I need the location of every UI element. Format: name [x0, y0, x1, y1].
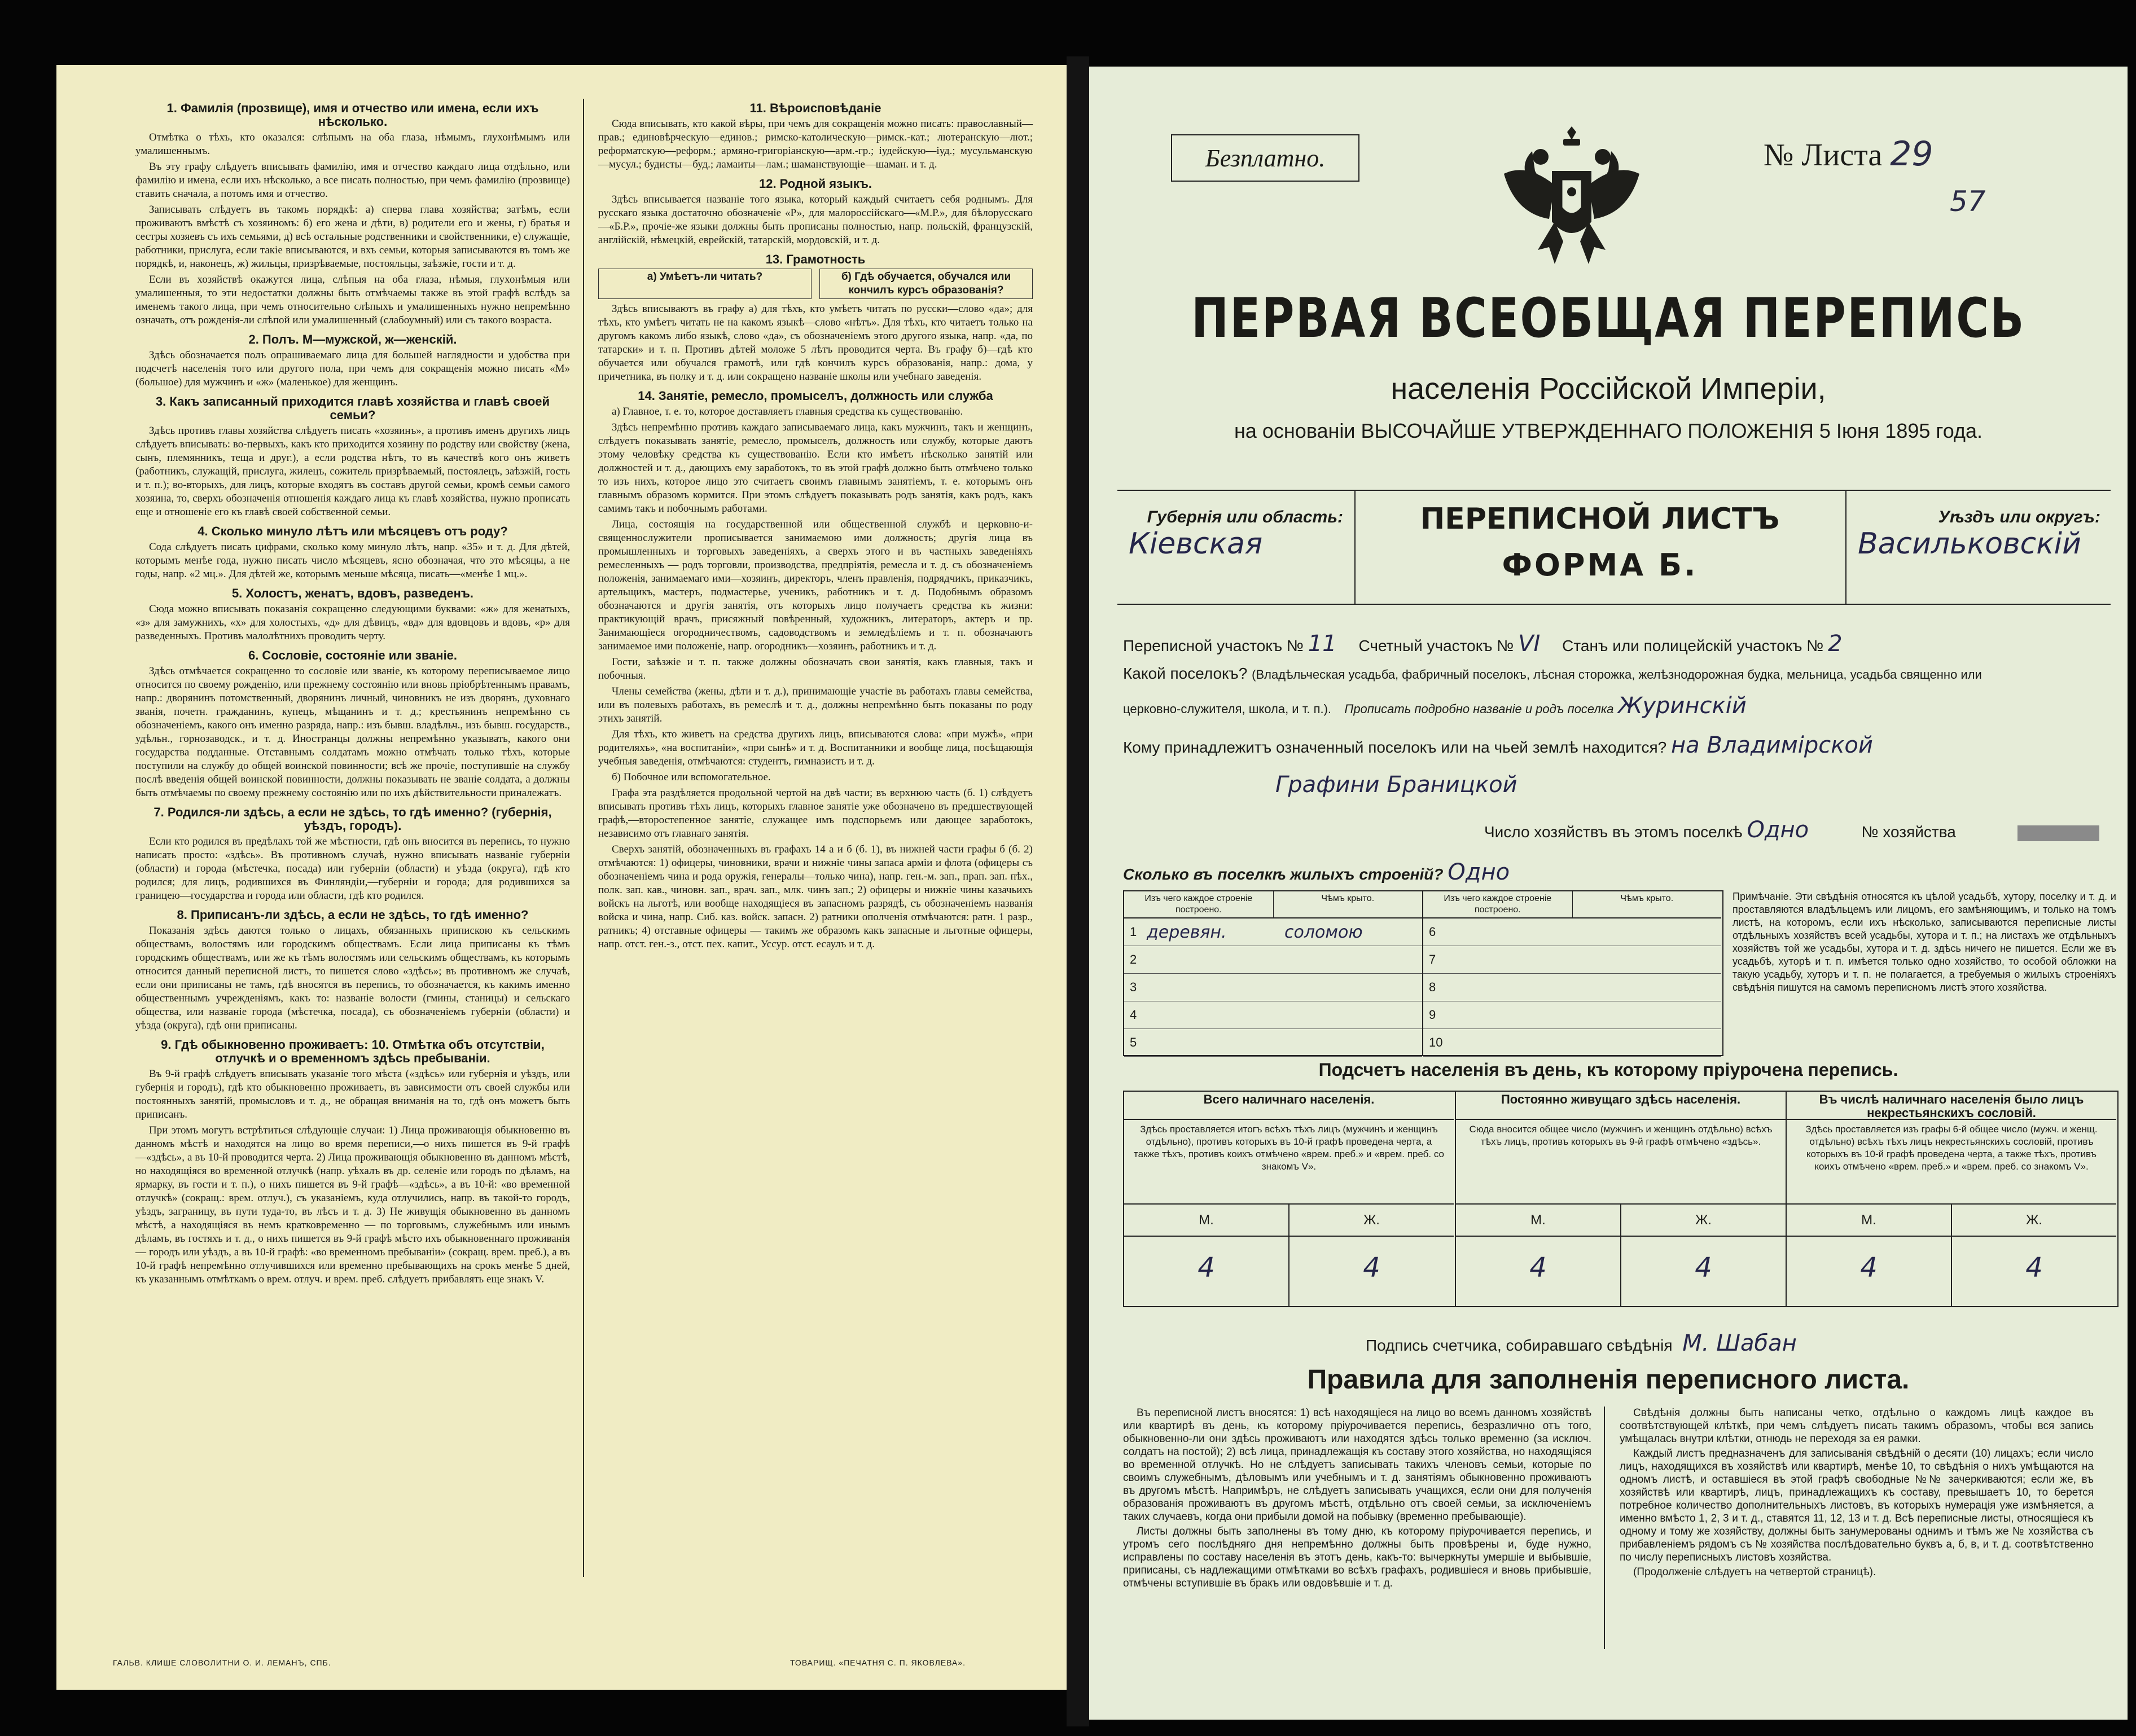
- rules-title: Правила для заполненія переписного листа.: [1307, 1365, 1910, 1395]
- enumerator-signature: [1366, 1330, 1797, 1356]
- section-paragraph: Здѣсь вписываютъ въ графу а) для тѣхъ, кто умѣетъ читать по русски—слово «да»; для тѣхъ, кто умѣетъ читать не на какомъ языкѣ—слово «нѣтъ». Для тѣхъ, кто читаетъ только на другомъ какомъ либо языкѣ, слово «да», съ обозначеніемъ этого другого языка, напр. «да, по татарски» и т. п. Противъ дѣтей моложе 5 лѣтъ проводится черта. Въ графу б)—гдѣ кто обучается или обучался грамотѣ, или гдѣ кончилъ курсъ образованія, напр.: дома, у причетника, въ полку и т. д. или сокращено названіе школы или учебнаго заведенія.: [598, 303, 1033, 383]
- column-divider: [583, 99, 584, 1577]
- settlement-description-2: церковно-служителя, школа, и т. п.).: [1123, 702, 1332, 716]
- subhead-item: б) Гдѣ обучается, обучался или кончилъ курсъ образованія?: [819, 269, 1033, 299]
- buildings-table-header-2: [1423, 891, 1721, 918]
- settlement-description: (Владѣльческая усадьба, фабричный поселокъ, лѣсная сторожка, желѣзнодорожная будка, мельница, усадьба священно или: [1252, 667, 1982, 682]
- section-paragraph: Если кто родился въ предѣлахъ той же мѣстности, гдѣ онъ вносится въ перепись, то нужно написать просто: «здѣсь». Въ противномъ случаѣ, нужно вписывать названіе губерніи (области) и города (мѣстечка, посада) или губерніи (области) и уѣзда (округа), гдѣ кто родился; для лицъ, родившихся въ Финляндіи,—губерніи и города; для родившихся за границею—государства и города или области, гдѣ кто родился.: [135, 836, 570, 902]
- section-title: 13. Грамотность: [765, 252, 866, 266]
- count-column-description: Здѣсь проставляется изъ графы 6-й общее число (мужч. и женщ. отдѣльно) всѣхъ тѣхъ лицъ некрестьянскихъ сословій, противъ которыхъ въ 10-й графѣ проведена черта, а также тѣхъ, противъ коихъ отмѣчено «врем. преб.» и «врем. преб. со знакомъ V».: [1787, 1120, 2116, 1205]
- count-column-header: Всего наличнаго населенія.: [1124, 1092, 1454, 1120]
- buildings-label: Сколько въ поселкѣ жилыхъ строеній?: [1123, 865, 1444, 883]
- rule-paragraph: Листы должны быть заполнены въ тому дню, къ которому пріурочивается перепись, и утромъ сего послѣдняго дня непремѣнно должны быть провѣрены и, буде нужно, исправлены по составу населенія въ этотъ день, какъ-то: вычеркнуты умершіе и выбывшіе, приписаны, съ надлежащими отмѣтками во всѣхъ графахъ, родившіеся и вновь прибывшіе, отмѣчены вступившіе въ бракъ или овдовѣвшіе и т. д.: [1123, 1526, 1591, 1589]
- section-paragraph: Записывать слѣдуетъ въ такомъ порядкѣ: а) сперва глава хозяйства; затѣмъ, если проживаютъ вмѣстѣ съ хозяиномъ: б) его жена и дѣти, в) родители его и жены, г) братья и сестры хозяевъ съ ихъ семьями, д) всѣ остальные родственники и свойственники, е) служащіе, работники, прислуга, если такіе вписываются, и вхъ семьи, которыя записываются въ томъ же порядкѣ, и, наконецъ, ж) жильцы, призрѣваемые, постояльцы, заѣзжіе, гости и т. д.: [135, 204, 570, 270]
- building-number: 6: [1429, 925, 1436, 939]
- section-paragraph: Здѣсь непремѣнно противъ каждаго записываемаго лица, какъ мужчинъ, такъ и женщинъ, слѣдуетъ показывать занятіе, ремесло, промыселъ, должность или службу, которые даютъ этому человѣку средства къ существованію. Если кто имѣетъ нѣсколько занятій или должностей и т. д., дающихъ ему заработокъ, то въ этой графѣ должно быть отмѣчено только то изъ нихъ, которое лицо это считаетъ своимъ главнымъ занятіемъ, т. е. которымъ онъ главнымъ образомъ кормится. При этомъ слѣдуетъ показывать родъ занятія, какъ родъ, какъ самимъ такъ и побочнымъ работами.: [598, 421, 1033, 515]
- instructions-column-left: [135, 96, 570, 1289]
- section-paragraph: Сверхъ занятій, обозначенныхъ въ графахъ 14 а и б (б. 1), въ нижней части графы б (б. 2) отмѣчаются: 1) офицеры, чиновники, врачи и нижніе чины запаса арміи и флота (офицеры съ обозначеніемъ чина и рода оружія, генералы—только чина), напр. ген.-м. зап., прап. зап. пѣх., полк. зап. кав., чиновн. зап., врач. зап., млк. чинъ зап.; 2) офицеры и нижніе чины казачьихъ войскъ на льготѣ, или вообще находящіеся въ запасномъ разрядѣ, съ обозначеніемъ названія войска и чина, напр. Сиб. каз. войск. запасн. 2) ратники ополченія отмѣчаются: ратн. 1 разр., ратникъ; 4) отставные офицеры — такимъ же образомъ какъ запасные и льготные офицеры, напр. отст. ген.-з., отст. пех. капит., Уссур. отст. есаулъ и т. д.: [598, 843, 1033, 950]
- settlement-description-3: Прописать подробно названіе и родъ поселка: [1344, 702, 1614, 716]
- section-title: 11. Вѣроисповѣданіе: [749, 101, 881, 115]
- sheet-number: [1764, 134, 1933, 174]
- district-cell: [1845, 491, 2112, 604]
- sheet-number-label: № Листа: [1764, 138, 1883, 173]
- building-row: [1423, 918, 1721, 946]
- section-title: 9. Гдѣ обыкновенно проживаетъ: 10. Отмѣтка объ отсутствіи, отлучкѣ и о временномъ здѣсь пребываніи.: [161, 1038, 545, 1065]
- building-row: [1124, 946, 1422, 974]
- section-paragraph: Здѣсь обозначается полъ опрашиваемаго лица для большей наглядности и удобства при подсчетѣ населенія того или другого пола, при чемъ для сокращенія можно писать «М» (большое) для мужчинъ и «ж» (маленькое) для женщинъ.: [135, 349, 570, 388]
- count-column: [1786, 1092, 2116, 1306]
- male-label: М.: [1787, 1205, 1952, 1236]
- section-paragraph: Показанія здѣсь даются только о лицахъ, обязанныхъ припискою къ сельскимъ обществамъ, волостямъ или городскимъ обществамъ. Если лица приписаны къ тѣмъ городскимъ обществамъ, или же къ тѣмъ волостямъ или сельскимъ обществамъ, къ которымъ относится данный переписной листъ, то пишется слово «здѣсь»; въ противномъ же случаѣ, если они приписаны не тамъ, гдѣ вносятся въ перепись, то обозначается, къ какимъ именно общественнымъ учрежденіямъ, какъ то: названіе волости (гмины, станицы) и сельскаго общества, или названіе города (мѣстечка, посада), съ обозначеніемъ губерніи (области) и уѣзда (округа), гдѣ они приписаны.: [135, 925, 570, 1031]
- gender-header-row: [1456, 1205, 1786, 1237]
- gender-header-row: [1787, 1205, 2116, 1237]
- settlement-line: [1123, 665, 2105, 683]
- male-count: 4: [1124, 1237, 1290, 1306]
- section-subheads: [598, 269, 1033, 299]
- buildings-table-right: [1423, 891, 1721, 1055]
- rule-paragraph: Въ переписной листъ вносятся: 1) всѣ находящіеся на лицо во всемъ данномъ хозяйствѣ или квартирѣ въ день, къ которому пріурочивается перепись, безразлично отъ того, обыкновенно-ли они здѣсь проживаютъ или находятся здѣсь только временно (за исключ. солдатъ на постой); 2) всѣ лица, принадлежащія къ составу этого хозяйства, но находящіяся во временной отлучкѣ. Но не слѣдуетъ записывать такихъ членовъ семьи, которые по своимъ служебнымъ, дѣловымъ или учебнымъ и т. д. занятіямъ обыкновенно проживаютъ въ другомъ мѣстѣ. Напримѣръ, не слѣдуетъ записывать учащихся, если они для полученія образованія проживаютъ въ другомъ мѣстѣ, отдѣльно отъ своей семьи, за исключеніемъ таких случаевъ, когда они прибыли домой на побывку (временно пребывающіе).: [1123, 1407, 1591, 1523]
- buildings-table-header: [1124, 891, 1422, 918]
- counting-area-label: Счетный участокъ №: [1358, 637, 1514, 654]
- section-paragraph: При этомъ могутъ встрѣтиться слѣдующіе случаи: 1) Лица проживающія обыкновенно въ данномъ мѣстѣ и находятся на лицо во время переписи,—о нихъ пишется въ 9-й графѣ—«здѣсь», а въ 10-й проводится черта. 2) Лица проживающія обыкновенно въ данномъ мѣстѣ, но находящіяся во временной отлучкѣ (напр. уѣхалъ въ др. селеніе или городъ по дѣламъ, на ярмарку, въ гости и т. п.), о нихъ пишется въ 9-й графѣ—«здѣсь», а въ 10-й: «во временной отлучкѣ» (сокращ.: врем. отлуч.), съ указаніемъ, куда отлучились, напр. въ такой-то городъ, уѣздъ, заграницу, въ пути туда-то, въ лѣсъ и т. д. 3) Не живущія обыкновенно въ данномъ мѣстѣ, а находящіяся въ немъ кратковременно — по торговымъ, служебнымъ или инымъ дѣламъ, въ гостяхъ и т. д., о нихъ пишется въ 9-й графѣ мѣсто ихъ обыкновеннаго проживанія — городъ или уѣздъ, а въ 10-й графѣ: «во временномъ пребываніи» (сокращ. врем. преб.), а въ 10-й графѣ непремѣнно отлучившихся или временно пребывающихъ на срокъ менѣе 5 дней, къ указаннымъ отмѣткамъ о врем. отлуч. и врем. преб. слѣдуетъ прибавлять еще знакъ V.: [135, 1124, 570, 1285]
- female-count: 4: [1363, 1252, 1380, 1284]
- male-count: 4: [1456, 1237, 1621, 1306]
- building-number: 4: [1130, 1008, 1137, 1022]
- areas-line: [1123, 631, 2105, 657]
- female-label: Ж.: [2026, 1212, 2042, 1228]
- building-row: [1124, 918, 1422, 946]
- section-paragraph: Сода слѣдуетъ писать цифрами, сколько кому минуло лѣтъ, напр. «35» и т. д. Для дѣтей, которымъ менѣе года, нужно писать число мѣсяцевъ, ясно обозначая, что это мѣсяцы, а не годы, напр. «2 мц.». Для дѣтей же, которымъ меньше мѣсяца, писать—«менѣе 1 мц.».: [135, 541, 570, 580]
- count-column-description: Здѣсь проставляется итогъ всѣхъ тѣхъ лицъ (мужчинъ и женщинъ отдѣльно), противъ которыхъ въ 10-й графѣ проведена черта, а также тѣхъ, противъ коихъ отмѣчено «врем. преб.» и «врем. преб. со знакомъ V».: [1124, 1120, 1454, 1205]
- rule-paragraph: Свѣдѣнія должны быть написаны четко, отдѣльно о каждомъ лицѣ каждое въ соотвѣтствующей клѣткѣ, при чемъ слѣдуетъ писать такимъ образомъ, чтобы вся запись умѣщалась внутри клѣтки, отнюдь не переходя за ея рамки.: [1620, 1407, 2094, 1445]
- census-form-page: [1089, 67, 2128, 1720]
- building-row: [1423, 946, 1721, 974]
- double-headed-eagle-emblem-icon: [1493, 117, 1651, 270]
- settlement-label: Какой поселокъ?: [1123, 665, 1248, 682]
- subhead-item: а) Умѣетъ-ли читать?: [598, 269, 812, 299]
- section-title: 4. Сколько минуло лѣтъ или мѣсяцевъ отъ роду?: [198, 524, 508, 538]
- rule-paragraph: Каждый листъ предназначенъ для записыванія свѣдѣній о десяти (10) лицахъ; если число лицъ, находящихся въ хозяйствѣ или квартирѣ, менѣе 10, то свѣдѣнія о нихъ умѣщаются на одномъ листѣ, и оставшіеся въ этой графѣ свободные №№ зачеркиваются; если же, въ хозяйствѣ или квартирѣ, лицъ, принадлежащихъ къ составу, превышаетъ 10, то берется потребное количество дополнительныхъ листовъ, въ которыхъ нумерація уже измѣняется, а именно вмѣсто 1, 2, 3 и т. д., ставятся 11, 12, 13 и т. д. Всѣ переписные листы, относящіеся къ одному и тому же хозяйству, должны быть занумерованы однимъ и тѣмъ же № хозяйства съ прибавленіемъ рядомъ съ № хозяйства послѣдовательно буквъ а, б, в, и т. д. соотвѣтственно по числу переписныхъ листовъ хозяйства.: [1620, 1448, 2094, 1563]
- section-paragraph: Для тѣхъ, кто живетъ на средства другихъ лицъ, вписываются слова: «при мужѣ», «при родителяхъ», «на воспитаніи», «при сынѣ» и т. д. Воспитанники и вообще лица, посѣщающія учебныя заведенія, отмѣчаются: студентъ, гимназистъ и т. д.: [598, 728, 1033, 767]
- owner-label: Кому принадлежитъ означенный поселокъ или на чьей землѣ находится?: [1123, 739, 1667, 756]
- census-title: ПЕРВАЯ ВСЕОБЩАЯ ПЕРЕПИСЬ: [1191, 287, 2025, 350]
- form-header-box: [1117, 490, 2111, 605]
- sheet-number-secondary: 57: [1950, 185, 1986, 218]
- form-title-cell: [1354, 491, 1845, 604]
- material-header: Изъ чего каждое строеніе построено.: [1124, 891, 1274, 917]
- section-title: 3. Какъ записанный приходится главѣ хозяйства и главѣ своей семьи?: [155, 394, 550, 422]
- building-material: деревян.: [1147, 922, 1227, 942]
- section-paragraph: Лица, состоящія на государственной или общественной службѣ и церковно-и-священнослужители прописывается занимаемою ими должность; другія лица въ промышленныхъ и торговыхъ заведеніяхъ, а сверхъ этого и въ частныхъ заведеніяхъ ремесленныхъ — родъ торговли, производства, предпріятія, ремесла и т. д. съ обозначеніемъ положенія, занимаемаго ими—хозяинъ, директоръ, членъ правленія, подрядчикъ, приказчикъ, артельщикъ, мастеръ, подмастерье, ученикъ, работникъ и т. д. Подобнымъ образомъ обозначаются и другія занятія, отъ которыхъ лицо получаетъ средства къ жизни: практикующій врачъ, присяжный повѣренный, художникъ, литераторъ, актеръ и пр. Занимающіеся огородничествомъ, садоводствомъ и земледѣліемъ и т. п. обозначаютъ занимаемое ими положеніе, напр. огородникъ—хозяинъ, работникъ и т. д.: [598, 518, 1033, 652]
- section-paragraph: Отмѣтка о тѣхъ, кто оказался: слѣпымъ на оба глаза, нѣмымъ, глухонѣмымъ или умалишеннымъ.: [135, 131, 570, 157]
- section-paragraph: Здѣсь противъ главы хозяйства слѣдуетъ писать «хозяинъ», а противъ именъ другихъ лицъ слѣдуетъ вписывать: во-первыхъ, какъ кто приходится хозяину по родству или свойству (жена, сынъ, племянникъ, теща и друг.), а если родства нѣтъ, то въ качествѣ кого онъ живетъ (работникъ, служащій, прислуга, жилецъ, сожитель призрѣваемый, постоялецъ, заѣзжій, гость и т. п.); во-вторыхъ, для лицъ, которые входятъ въ составъ другой семьи, кромѣ семьи самого хозяина, то, сверхъ обозначенія отношенія каждаго лица къ главѣ хозяйства, нужно прописать еще и отношеніе его къ главѣ своей собственной семьи.: [135, 425, 570, 518]
- instructions-column-right: [598, 96, 1033, 953]
- building-row: [1124, 1029, 1422, 1057]
- count-column-description: Сюда вносится общее число (мужчинъ и женщинъ отдѣльно) всѣхъ тѣхъ лицъ, противъ которыхъ въ 9-й графѣ отмѣчено «здѣсь».: [1456, 1120, 1786, 1205]
- building-number: 3: [1130, 980, 1137, 994]
- census-area-value: 11: [1308, 631, 1337, 657]
- female-label: Ж.: [1695, 1212, 1712, 1228]
- section-paragraph: Въ эту графу слѣдуетъ вписывать фамилію, имя и отчество каждаго лица отдѣльно, или фамилію и имена, если ихъ нѣсколько, а все писать полностью, при чемъ фамилію (прозвище) ставить сначала, а потомъ имя и отчество.: [135, 161, 570, 200]
- section-paragraph: а) Главное, т. е. то, которое доставляетъ главныя средства къ существованію.: [612, 406, 963, 417]
- section-paragraph: Сюда вписывать, кто какой вѣры, при чемъ для сокращенія можно писать: православный—прав.; единовѣрческую—единов.; римско-католическую—римск.-кат.; лютеранскую—лют.; реформатскую—реформ.; армяно-григоріанскую—арм.-гр.; іудейскую—іуд.; мусульманскую—мусул.; будисты—буд.; ламаиты—лам.; шаманствующіе—шаман. и т. д.: [598, 118, 1033, 170]
- census-area-label: Переписной участокъ №: [1123, 637, 1304, 654]
- building-roof: соломою: [1284, 922, 1363, 942]
- male-count: 4: [1787, 1237, 1952, 1306]
- female-label: Ж.: [1363, 1212, 1380, 1228]
- roof-header: Чѣмъ крыто.: [1321, 894, 1375, 903]
- census-subtitle: населенія Россійской Имперіи,: [1391, 372, 1826, 406]
- building-row: [1124, 1001, 1422, 1029]
- count-column-header: Въ числѣ наличнаго населенія было лицъ некрестьянскихъ сословій.: [1787, 1092, 2116, 1120]
- roof-header-2: Чѣмъ крыто.: [1620, 894, 1674, 903]
- left-page: [56, 65, 1067, 1690]
- rules-column-right: [1620, 1407, 2094, 1580]
- section-title: 14. Занятіе, ремесло, промыселъ, должность или служба: [638, 389, 993, 403]
- count-values-row: [1787, 1237, 2116, 1306]
- signature-value: М. Шабан: [1682, 1330, 1797, 1356]
- buildings-line: [1123, 859, 2105, 885]
- buildings-table-left: [1124, 891, 1423, 1055]
- count-column: [1124, 1092, 1454, 1306]
- owner-line: [1123, 732, 2105, 758]
- imprint-right: ТОВАРИЩ. «ПЕЧАТНЯ С. П. ЯКОВЛЕВА».: [790, 1658, 966, 1667]
- male-label: М.: [1124, 1205, 1290, 1236]
- province-cell: [1117, 491, 1356, 604]
- form-type: ФОРМА Б.: [1502, 547, 1698, 583]
- section-title: 8. Приписанъ-ли здѣсь, а если не здѣсь, то гдѣ именно?: [177, 908, 529, 922]
- building-number: 7: [1429, 952, 1436, 966]
- gender-header-row: [1124, 1205, 1454, 1237]
- section-paragraph: б) Побочное или вспомогательное.: [612, 771, 771, 783]
- building-row: [1423, 1029, 1721, 1057]
- female-count: 4: [1695, 1252, 1712, 1284]
- section-paragraph: Гости, заѣзжіе и т. п. также должны обозначать свои занятія, какъ главныя, такъ и побочныя.: [598, 656, 1033, 682]
- stan-label: Станъ или полицейскій участокъ №: [1562, 637, 1824, 654]
- section-paragraph: Въ 9-й графѣ слѣдуетъ вписывать указаніе того мѣста («здѣсь» или губернія и уѣздъ, или губернія и городъ), гдѣ кто обыкновенно проживаетъ, въ зависимости отъ своей службы или постоянныхъ занятій, промысловъ и т. д., не обращая вниманія на то, гдѣ онъ можетъ быть приписанъ.: [135, 1068, 570, 1120]
- count-column-header: Постоянно живущаго здѣсь населенія.: [1456, 1092, 1786, 1120]
- building-row: [1423, 1001, 1721, 1029]
- stan-value: 2: [1828, 631, 1843, 657]
- building-row: [1124, 974, 1422, 1001]
- section-title: 5. Холостъ, женатъ, вдовъ, разведенъ.: [231, 586, 474, 600]
- rule-paragraph: (Продолженіе слѣдуетъ на четвертой страницѣ).: [1633, 1566, 1876, 1578]
- signature-label: Подпись счетчика, собиравшаго свѣдѣнія: [1366, 1337, 1673, 1354]
- count-values-row: [1456, 1237, 1786, 1306]
- buildings-note: Примѣчаніе. Эти свѣдѣнія относятся къ цѣлой усадьбѣ, хутору, поселку и т. д. и проставляются владѣльцемъ или лицомъ, его замѣняющимъ, и только на томъ листѣ, на которомъ, если ихъ нѣсколько, записываются переписные листы отдѣльныхъ хозяйствъ всей усадьбы, хутора и т. п.; на листахъ же отдѣльныхъ хозяйствъ той же усадьбы, хутора и т. д. здѣсь ничего не пишется. Если же въ усадьбѣ, хуторѣ и т. п. имѣется только одно хозяйство, то особой обложки на такую усадьбу, хуторъ и т. п. не полагается, а требуемыя о жилыхъ строеніяхъ свѣдѣнія пишутся на самомъ переписномъ листѣ этого хозяйства.: [1733, 891, 2116, 993]
- owner-value: на Владимірской: [1671, 732, 1873, 758]
- section-paragraph: Если въ хозяйствѣ окажутся лица, слѣпыя на оба глаза, нѣмыя, глухонѣмыя или умалишенныя, то эти недостатки должны быть отмѣчаемы также въ этой графѣ вслѣдъ за именемъ такого лица, при чемъ относительно слѣпыхъ и умалишенныхъ нужно непремѣнно означать, отъ рожденія-ли слѣпой или умалишенный (слабоумный) или съ такого возраста.: [135, 274, 570, 326]
- district-value: Васильковскій: [1858, 527, 2081, 561]
- population-count-title: Подсчетъ населенія въ день, къ которому пріурочена перепись.: [1318, 1060, 1898, 1080]
- section-title: 2. Полъ. М—мужской, ж—женскій.: [248, 332, 457, 346]
- households-label: Число хозяйствъ въ этомъ поселкѣ: [1484, 823, 1743, 841]
- population-count-table: [1123, 1091, 2119, 1307]
- imprint-left: ГАЛЬВ. КЛИШЕ СЛОВОЛИТНИ О. И. ЛЕМАНЪ, СПБ.: [113, 1658, 331, 1667]
- section-paragraph: Здѣсь отмѣчается сокращенно то сословіе или званіе, къ которому переписываемое лицо относится по своему рожденію, или прежнему состоянію или вновь пріобрѣтеннымъ правамъ, напр.: дворянинъ потомственный, дворянинъ личный, чиновникъ не изъ дворянъ, духовнаго званія, почетн. гражданинъ, купецъ, мѣщанинъ и т. д.; крестьянинъ непремѣнно съ обозначеніемъ, какого онъ именно разряда, напр.: изъ бывш. владѣльч., изъ бывш. государств., удѣльн., горнозаводск., и т. д. Иностранцы должны непремѣнно указывать, какого они государства подданные. Отставнымъ солдатамъ можно отмѣчать только тѣхъ, которые поступили на службу до общей воинской повинности; всѣ же прочіе, поступившіе на службу послѣ введенія общей воинской повинности, должны показывать не званіе солдата, а должны быть отмѣчаемы по своему прежнему состоянію или по ихъ дѣйствительности приналежатъ.: [135, 665, 570, 799]
- rules-column-left: [1123, 1407, 1591, 1592]
- free-of-charge-label: Безплатно.: [1171, 134, 1359, 182]
- section-paragraph: Здѣсь вписывается названіе того языка, который каждый считаетъ себя роднымъ. Для русскаго языка достаточно обозначеніе «Р», для малороссійскаго—«М.Р.», для бѣлорусскаго—«Б.Р.», прочіе-же языки должны быть прописаны полностью, напр. польскій, французскій, англійскій, нѣмецкій, еврейскій, татарскій, мордовскій, и т. д.: [598, 194, 1033, 246]
- section-title: 6. Сословіе, состояніе или званіе.: [248, 648, 458, 662]
- building-number: 2: [1130, 952, 1137, 966]
- section-title: 7. Родился-ли здѣсь, а если не здѣсь, то гдѣ именно? (губернія, уѣздъ, городъ).: [153, 805, 552, 833]
- building-number: 10: [1429, 1035, 1443, 1049]
- section-paragraph: Графа эта раздѣляется продольной чертой на двѣ части; въ верхнюю часть (б. 1) слѣдуетъ вписывать противъ тѣхъ лицъ, которыхъ главное занятіе уже обозначено въ предшествующей графѣ,—второстепенное занятіе, служащее имъ подспорьемъ или дающее заработокъ, независимо отъ главнаго занятія.: [598, 787, 1033, 840]
- section-title: 1. Фамилія (прозвище), имя и отчество или имена, если ихъ нѣсколько.: [166, 101, 539, 129]
- rules-divider: [1604, 1407, 1605, 1649]
- census-legal-basis: на основаніи ВЫСОЧАЙШЕ УТВЕРЖДЕННАГО ПОЛОЖЕНІЯ 5 Іюня 1895 года.: [1234, 419, 1983, 442]
- building-number: 8: [1429, 980, 1436, 994]
- count-column: [1455, 1092, 1786, 1306]
- building-number: 1: [1130, 925, 1137, 939]
- female-count: 4: [2025, 1252, 2043, 1284]
- counting-area-value: VI: [1518, 631, 1541, 657]
- province-label: Губернія или область:: [1147, 508, 1343, 526]
- section-paragraph: Члены семейства (жены, дѣти и т. д.), принимающіе участіе въ работахъ главы семейства, или въ полевыхъ работахъ, въ ремеслѣ и т. д., должны непремѣнно быть показаны по роду этихъ занятій.: [598, 685, 1033, 724]
- buildings-table: [1123, 890, 1723, 1056]
- settlement-value: Журинскій: [1618, 693, 1747, 719]
- household-number-stamp: [2017, 825, 2099, 841]
- households-value: Одно: [1747, 817, 1809, 843]
- book-gutter: [1067, 56, 1089, 1726]
- form-title: ПЕРЕПИСНОЙ ЛИСТЪ: [1420, 502, 1780, 536]
- households-line: [1484, 817, 2105, 843]
- section-title: 12. Родной языкъ.: [758, 177, 872, 191]
- owner-line-2: [1275, 772, 2128, 798]
- material-header-2: Изъ чего каждое строеніе построено.: [1423, 891, 1573, 917]
- count-values-row: [1124, 1237, 1454, 1306]
- settlement-line-2: [1123, 693, 2105, 719]
- owner-value-2: Графини Браницкой: [1275, 772, 1517, 798]
- sheet-number-value: 29: [1890, 134, 1933, 174]
- section-paragraph: Сюда можно вписывать показанія сокращенно следующими буквами: «ж» для женатыхъ, «з» для замужнихъ, «х» для холостыхъ, «д» для дѣвицъ, «вд» для вдовцовъ и вдовъ, «р» для разведенныхъ. Противъ малолѣтнихъ проводить черту.: [135, 603, 570, 642]
- province-value: Кіевская: [1129, 527, 1263, 561]
- household-number-label: № хозяйства: [1861, 823, 1956, 841]
- building-number: 5: [1130, 1035, 1137, 1049]
- buildings-value: Одно: [1448, 859, 1510, 885]
- male-label: М.: [1456, 1205, 1621, 1236]
- building-row: [1423, 974, 1721, 1001]
- building-number: 9: [1429, 1008, 1436, 1022]
- district-label: Уѣздъ или округъ:: [1938, 508, 2100, 526]
